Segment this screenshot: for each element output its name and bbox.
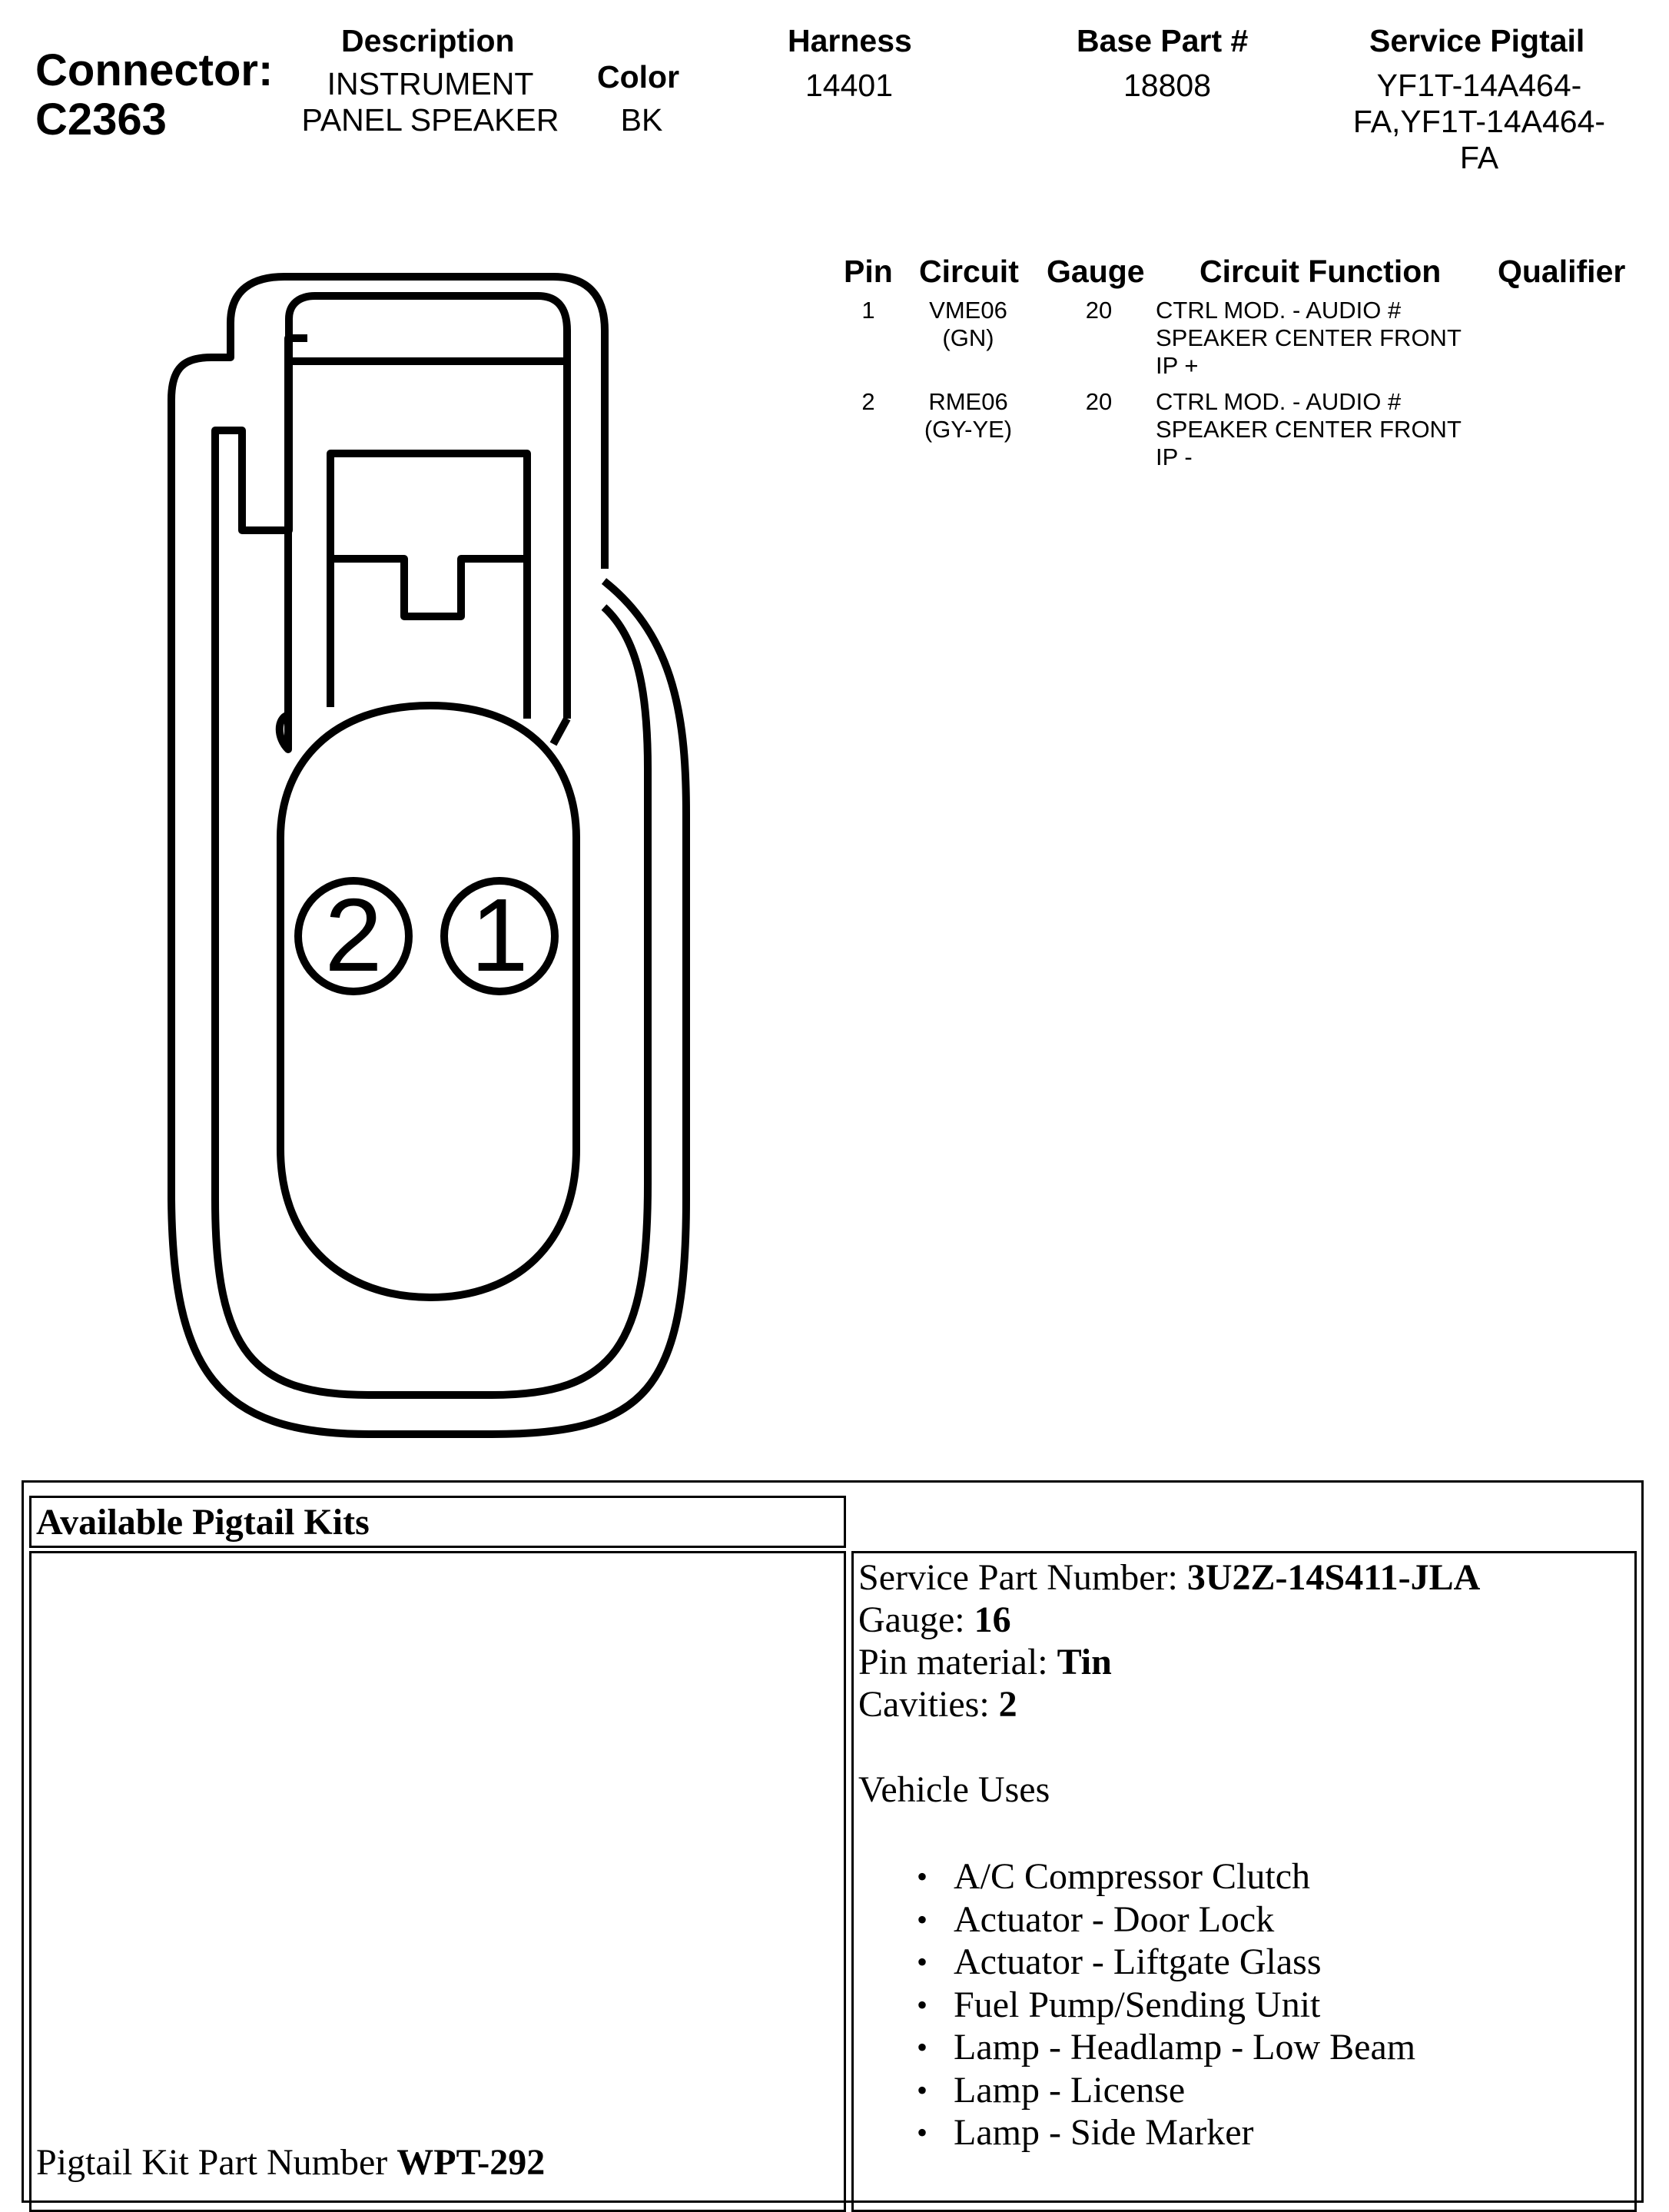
pin-row-2-function <box>1156 388 1462 471</box>
pin-row-1-circuit-line-1: VME06 <box>929 297 1007 324</box>
pin-row-2-circuit <box>907 388 1030 443</box>
pin-row-1-gauge: 20 <box>1085 297 1113 324</box>
latch-bottom-right <box>553 719 567 744</box>
pin-row-1-function-line-2: SPEAKER CENTER FRONT <box>1156 324 1462 351</box>
service-pigtail-value <box>1306 68 1652 176</box>
cavity-body <box>280 706 576 1297</box>
service-part-label: Service Part Number: <box>858 1557 1187 1598</box>
pin-header: Pin <box>844 254 893 289</box>
gauge-line <box>858 1599 1480 1641</box>
list-item: • A/C Compressor Clutch <box>858 1855 1480 1898</box>
pin-row-1-pin: 1 <box>861 297 875 324</box>
pin-row-1-function <box>1156 297 1462 380</box>
pigtail-kit-part-label: Pigtail Kit Part Number <box>36 2142 397 2183</box>
service-pigtail-line-1: YF1T-14A464- <box>1376 68 1582 103</box>
pigtail-details-cell <box>851 1551 1637 2212</box>
service-pigtail-header: Service Pigtail <box>1369 23 1585 58</box>
pigtail-title: Available Pigtail Kits <box>36 1502 370 1543</box>
pin-row-1-function-line-1: CTRL MOD. - AUDIO # <box>1156 297 1402 324</box>
color-value: BK <box>620 102 663 138</box>
pin-material-label: Pin material: <box>858 1642 1057 1682</box>
pigtail-title-cell <box>29 1496 846 1548</box>
list-item: • Lamp - License <box>858 2069 1480 2112</box>
color-header: Color <box>597 59 680 95</box>
base-part-header: Base Part # <box>1077 23 1249 58</box>
pin-row-1-circuit <box>907 297 1030 352</box>
base-part-value: 18808 <box>1123 68 1211 103</box>
description-line-2: PANEL SPEAKER <box>301 102 559 138</box>
service-pigtail-line-2: FA,YF1T-14A464- <box>1352 104 1606 139</box>
gauge-label: Gauge: <box>858 1599 974 1640</box>
pin-row-2-circuit-line-2: (GY-YE) <box>924 416 1013 443</box>
pin-material-line <box>858 1641 1480 1683</box>
cavities-value: 2 <box>998 1684 1017 1725</box>
pin-row-2-function-line-3: IP - <box>1156 443 1193 470</box>
connector-label-text: Connector: <box>35 45 274 95</box>
pigtail-kit-part-value: WPT-292 <box>397 2142 546 2183</box>
connector-face-diagram <box>0 0 768 1460</box>
description-line-1: INSTRUMENT <box>327 66 534 101</box>
pin-row-2-pin: 2 <box>861 388 875 415</box>
pin-row-1-function-line-3: IP + <box>1156 352 1199 379</box>
pin-row-2-gauge: 20 <box>1085 388 1113 415</box>
harness-value: 14401 <box>805 68 893 103</box>
list-item: • Fuel Pump/Sending Unit <box>858 1984 1480 2027</box>
list-item: • Lamp - Side Marker <box>858 2111 1480 2154</box>
pigtail-details <box>858 1556 1480 2154</box>
pin-row-2-circuit-line-1: RME06 <box>928 388 1008 415</box>
harness-header: Harness <box>788 23 912 58</box>
terminal-key <box>330 559 527 616</box>
cavity-1-label: 1 <box>470 877 529 993</box>
service-part-line <box>858 1556 1480 1599</box>
list-item: • Actuator - Liftgate Glass <box>858 1941 1480 1984</box>
gauge-value: 16 <box>974 1599 1011 1640</box>
description-header: Description <box>341 23 515 58</box>
vehicle-uses-label: Vehicle Uses <box>858 1769 1050 1810</box>
circuit-header: Circuit <box>919 254 1019 289</box>
service-part-value: 3U2Z-14S411-JLA <box>1186 1557 1481 1598</box>
list-item: • Actuator - Door Lock <box>858 1898 1480 1941</box>
gauge-header: Gauge <box>1047 254 1145 289</box>
pigtail-kit-cell <box>29 1551 846 2212</box>
cavities-line <box>858 1683 1480 1725</box>
cavity-2-label: 2 <box>324 877 383 993</box>
vehicle-uses-list <box>858 1855 1480 2154</box>
latch-frame <box>280 338 307 749</box>
cavities-label: Cavities: <box>858 1684 999 1725</box>
pin-row-2-function-line-2: SPEAKER CENTER FRONT <box>1156 416 1462 443</box>
service-pigtail-line-3: FA <box>1459 140 1499 175</box>
pin-row-2-function-line-1: CTRL MOD. - AUDIO # <box>1156 388 1402 415</box>
circuit-function-header: Circuit Function <box>1199 254 1442 289</box>
terminal-retainer <box>330 453 527 719</box>
connector-id: C2363 <box>35 95 167 144</box>
list-item: • Lamp - Headlamp - Low Beam <box>858 2026 1480 2069</box>
pigtail-kit-part <box>36 2141 545 2184</box>
pin-material-value: Tin <box>1057 1642 1112 1682</box>
pin-row-1-circuit-line-2: (GN) <box>942 324 994 351</box>
qualifier-header: Qualifier <box>1498 254 1626 289</box>
